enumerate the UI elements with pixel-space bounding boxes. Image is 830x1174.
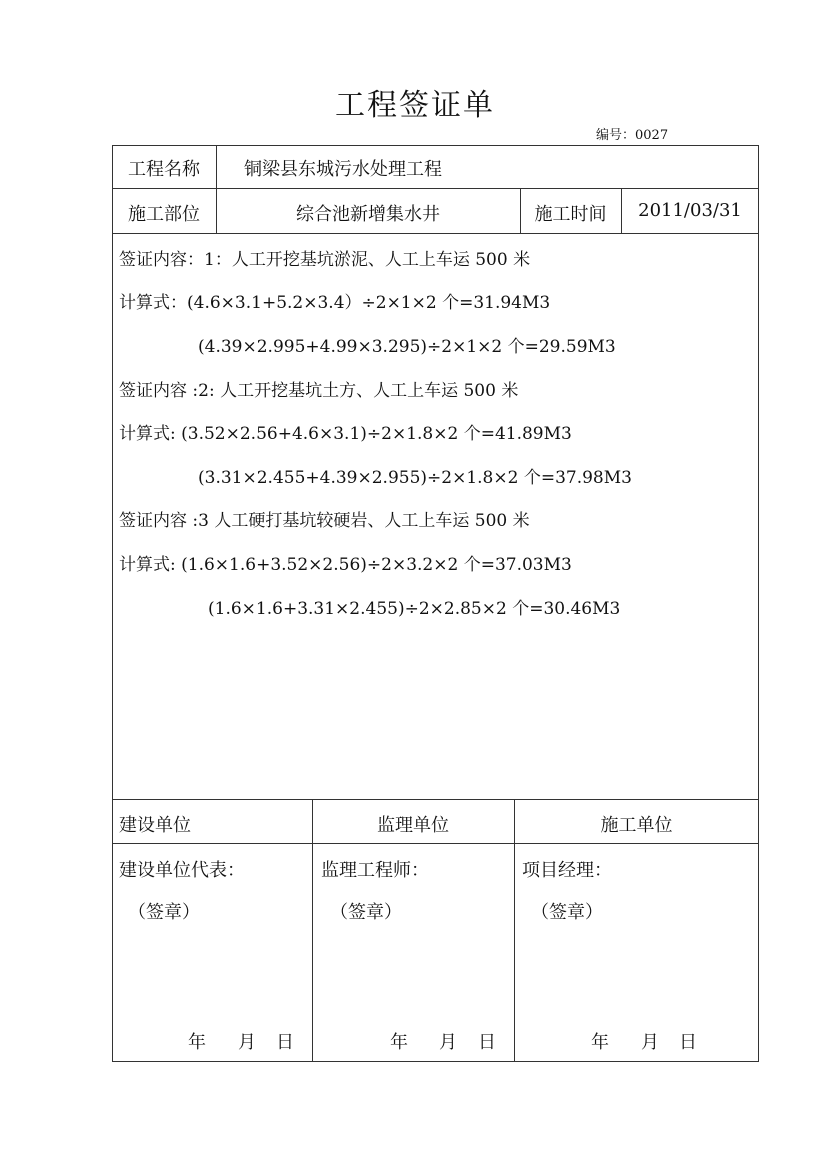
project-name-value: 铜梁县东城污水处理工程	[244, 159, 442, 180]
column-divider	[312, 799, 313, 1062]
site-label: 施工部位	[128, 204, 200, 225]
owner-rep-label: 建设单位代表：	[119, 860, 245, 881]
supervisor-unit-header: 监理单位	[377, 815, 449, 836]
serial-number: 编号：0027	[596, 128, 669, 143]
row-divider	[112, 799, 759, 800]
content-line: 计算式: (3.52×2.56+4.6×3.1)÷2×1.8×2 个=41.89M3	[119, 424, 572, 444]
content-line: 计算式: (1.6×1.6+3.52×2.56)÷2×3.2×2 个=37.03M3	[119, 555, 572, 575]
supervisor-rep-label: 监理工程师：	[321, 860, 429, 881]
time-value: 2011/03/31	[638, 200, 742, 221]
owner-day: 日	[276, 1032, 294, 1053]
content-line: 签证内容 :2: 人工开挖基坑土方、人工上车运 500 米	[119, 381, 519, 401]
owner-unit-header: 建设单位	[119, 815, 191, 836]
content-line: 计算式：(4.6×3.1+5.2×3.4）÷2×1×2 个=31.94M3	[119, 293, 551, 313]
time-label: 施工时间	[534, 204, 607, 225]
supervisor-day: 日	[478, 1032, 496, 1053]
content-line: 签证内容：1：人工开挖基坑淤泥、人工上车运 500 米	[119, 250, 531, 270]
contractor-rep-label: 项目经理：	[522, 860, 612, 881]
contractor-unit-header: 施工单位	[600, 815, 673, 836]
contractor-year: 年	[591, 1032, 609, 1053]
supervisor-month: 月	[439, 1032, 457, 1053]
supervisor-year: 年	[390, 1032, 408, 1053]
document-title: 工程签证单	[335, 88, 495, 123]
content-line: (4.39×2.995+4.99×3.295)÷2×1×2 个=29.59M3	[198, 337, 616, 357]
content-line: (3.31×2.455+4.39×2.955)÷2×1.8×2 个=37.98M3	[198, 468, 632, 488]
owner-year: 年	[188, 1032, 206, 1053]
row-divider	[112, 843, 759, 844]
row-divider	[112, 188, 759, 189]
owner-seal: （签章）	[128, 902, 200, 923]
column-divider	[514, 799, 515, 1062]
row-divider	[112, 233, 759, 234]
contractor-seal: （签章）	[531, 902, 603, 923]
site-value: 综合池新增集水井	[296, 204, 440, 225]
content-line: (1.6×1.6+3.31×2.455)÷2×2.85×2 个=30.46M3	[208, 599, 621, 619]
project-name-label: 工程名称	[128, 159, 200, 180]
supervisor-seal: （签章）	[330, 902, 402, 923]
contractor-day: 日	[679, 1032, 697, 1053]
owner-month: 月	[238, 1032, 256, 1053]
content-line: 签证内容 :3 人工硬打基坑较硬岩、人工上车运 500 米	[119, 511, 530, 531]
contractor-month: 月	[641, 1032, 659, 1053]
